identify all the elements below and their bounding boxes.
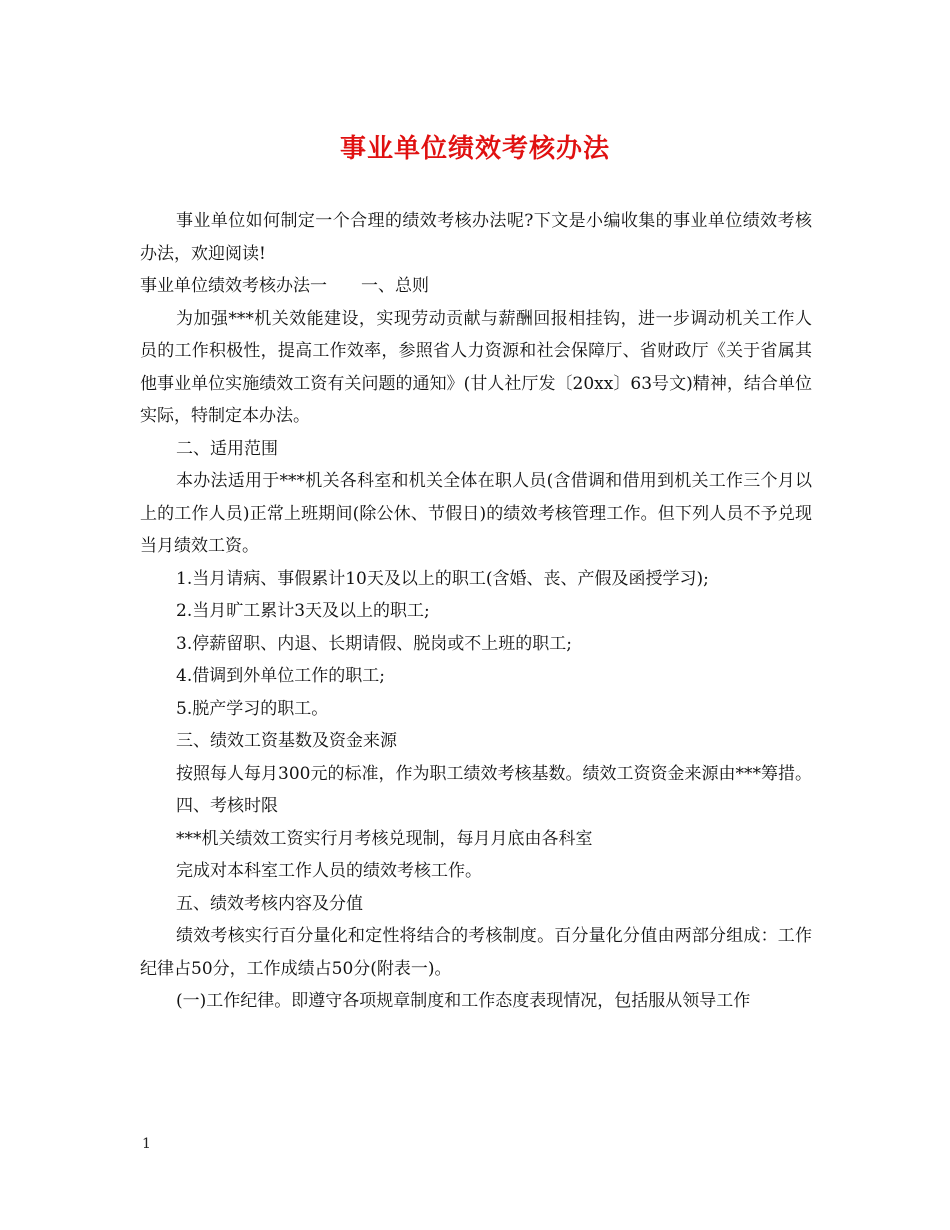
document-body [140, 205, 812, 1018]
paragraph-content: 绩效考核实行百分量化和定性将结合的考核制度。百分量化分值由两部分组成：工作纪律占50分，工作成绩占50分(附表一)。 [140, 926, 812, 979]
section-heading-base: 三、绩效工资基数及资金来源 [176, 731, 397, 751]
list-item-3: 3.停薪留职、内退、长期请假、脱岗或不上班的职工; [176, 633, 572, 654]
paragraph-discipline: (一)工作纪律。即遵守各项规章制度和工作态度表现情况，包括服从领导工作 [176, 991, 751, 1011]
section-heading-scope: 二、适用范围 [176, 438, 278, 459]
list-item-4: 4.借调到外单位工作的职工; [176, 666, 385, 686]
section-heading-period: 四、考核时限 [176, 796, 278, 816]
list-item-1: 1.当月请病、事假累计10天及以上的职工(含婚、丧、产假及函授学习); [176, 568, 709, 589]
section-heading-content: 五、绩效考核内容及分值 [176, 893, 363, 914]
document-title: 事业单位绩效考核办法 [339, 134, 610, 164]
intro-paragraph: 事业单位如何制定一个合理的绩效考核办法呢?下文是小编收集的事业单位绩效考核办法，欢迎阅读! [140, 211, 812, 264]
page-number: 1 [142, 1136, 151, 1152]
list-item-2: 2.当月旷工累计3天及以上的职工; [176, 601, 430, 621]
paragraph-purpose: 为加强***机关效能建设，实现劳动贡献与薪酬回报相挂钩，进一步调动机关工作人员的工作积极性，提高工作效率，参照省人力资源和社会保障厅、省财政厅《关于省属其他事业单位实施绩效工资有关问题的通知》(甘人社厅发〔20xx〕63号文)精神，结合单位实际，特制定本办法。 [140, 308, 812, 426]
paragraph-scope: 本办法适用于***机关各科室和机关全体在职人员(含借调和借用到机关工作三个月以上的工作人员)正常上班期间(除公休、节假日)的绩效考核管理工作。但下列人员不予兑现当月绩效工资。 [140, 471, 812, 556]
section-heading-general: 事业单位绩效考核办法一 一、总则 [140, 276, 429, 296]
paragraph-period-1: ***机关绩效工资实行月考核兑现制，每月月底由各科室 [176, 828, 593, 849]
list-item-5: 5.脱产学习的职工。 [176, 698, 329, 719]
paragraph-base: 按照每人每月300元的标准，作为职工绩效考核基数。绩效工资资金来源由***筹措。 [176, 763, 812, 784]
paragraph-period-2: 完成对本科室工作人员的绩效考核工作。 [176, 861, 482, 881]
